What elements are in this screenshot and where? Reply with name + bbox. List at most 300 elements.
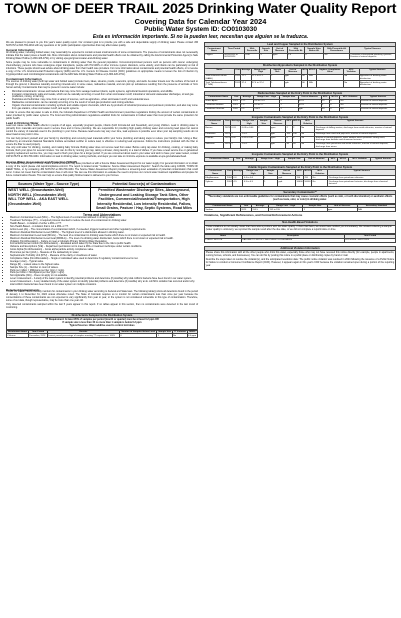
detected-note: Only detected contaminants sampled within the last 5 years appear in this report. If no tables appear in this section, then no contaminants were detected in the last round of monitoring. — [6, 303, 198, 309]
sources-list — [7, 187, 91, 212]
table-row — [205, 81, 396, 87]
source-item: NORTH WELL (Groundwater-Well) — [8, 192, 67, 197]
table-cell: 5 — [321, 103, 329, 107]
table-row — [7, 180, 198, 187]
col-header: Sample Size — [260, 47, 272, 53]
col-header: MCL Violation — [312, 170, 328, 176]
col-header: Typical Sources — [328, 170, 396, 176]
table-cell: Byproduct of drinking water disinfection — [359, 81, 395, 87]
table-cell: Chromium — [205, 132, 224, 136]
col-header: Contaminant Name — [205, 96, 232, 100]
table-cell: No — [343, 81, 359, 87]
table-cell: 4.0 ppm — [188, 334, 197, 337]
table-cell: ppb — [270, 132, 286, 136]
disinfectant-note-box — [6, 317, 198, 329]
voc-table — [204, 169, 396, 187]
report-header — [0, 0, 401, 41]
list-item: • Formal Enforcement Action (No Abbreviation) − Escalated action taken by the State due to the risk to public health. — [10, 243, 198, 246]
list-item: • Maximum Residual Disinfectant Level (MRDL) − The highest level of a disinfectant allowed in drinking water. — [10, 232, 198, 235]
table-cell: 0.08 — [244, 53, 259, 59]
table-cell: FAILURE TO NOTIFY THE PUBLIC/CONSUMERS — [242, 238, 345, 242]
table-row — [205, 157, 396, 161]
table-row — [205, 180, 396, 186]
table-cell: ppb — [278, 176, 296, 180]
table-cell: ppm — [327, 208, 357, 212]
col-header: MCLG — [331, 96, 338, 99]
table-cell: Barium — [205, 126, 224, 132]
table-cell: N/A — [357, 208, 395, 212]
col-header: Unit of Measure — [327, 204, 357, 208]
table-cell: 2 — [231, 132, 241, 136]
table-cell: 1 — [263, 176, 277, 180]
table-cell: 2024 — [226, 180, 233, 186]
table-cell: 2 to 2 — [241, 132, 257, 136]
radionuclides-title: Radionuclides Sampled at the Entry Point to the Distribution System — [204, 91, 396, 95]
col-header: Year — [226, 170, 233, 176]
table-cell: 5.5 — [240, 107, 253, 111]
table-cell: N/A — [308, 74, 316, 80]
table-cell: 2023 — [232, 99, 240, 103]
table-cell: 0.03 — [231, 126, 241, 132]
table-cell: 2023 — [232, 103, 240, 107]
list-item: • Health-Based − A violation of either a MCL or TT. — [10, 223, 198, 226]
list-item: • Level 1 Assessment − A study of the water system to identify potential problems and determine (if possible) why total coliform bacteria have been found in our water system. — [10, 278, 198, 281]
list-item: • Non-Health-Based − A violation that is not a MCL or TT. — [10, 226, 198, 229]
table-cell: 37.4 — [241, 81, 251, 87]
col-header: Time Period — [224, 47, 245, 53]
voc-title: Volatile Organic Contaminants Sampled at the Entry Point to the Distribution System — [204, 165, 396, 169]
list-item: • Inorganic contaminants: salts and metals, which can be naturally-occurring or result from urban stormwater runoff, industrial or domestic wastewater discharges, oil and gas production, mining, or farming. — [12, 94, 198, 100]
col-header: Disinfectant Name — [7, 330, 28, 333]
col-header: Time Period — [28, 330, 47, 334]
list-item: • Organic chemical contaminants: including synthetic and volatile organic chemicals, which are by-products of industrial processes and petroleum production, and also may come from gas stations, urban stormwater runoff, and septic systems. — [12, 105, 198, 111]
table-cell: ppm — [270, 136, 286, 142]
col-header: Unit of Measure — [272, 47, 287, 53]
dbp-title: Disinfection Byproducts Sampled in the Distribution System — [204, 63, 396, 67]
violations-table — [204, 234, 396, 243]
table-cell: 4.5 — [233, 180, 243, 186]
table-cell: 0.42 to 0.42 — [241, 136, 257, 142]
col-header: Average — [241, 68, 251, 74]
table-cell: 100 — [292, 132, 300, 136]
lead-text-3: Use only cold water for drinking, cooking, and making baby formula. Boiling water does not remove lead from water. Before using tap water for drinking, cooking, or making baby formula, flush your pipes for several minutes. You can do this by running your tap, taking a shower, doing laundry or a load of dishes. If you have a lead service line or galvanized requiring replacement service line, you may need to flush your pipes for a longer period. If you are concerned about lead in your water and wish to have your water tested, contact JIM SCHUTZ at 303-769-4464. Information on lead in drinking water, testing methods, and steps you can take to minimize exposure is available at epa.gov/safewater/lead. — [6, 146, 198, 159]
table-cell: 2023 — [224, 132, 230, 135]
table-cell: N/A — [308, 81, 316, 87]
table-cell: 15 — [321, 99, 329, 103]
table-cell: 2020 — [232, 107, 240, 111]
table-cell: 0.6 — [233, 176, 243, 180]
table-cell: Sodium — [205, 208, 241, 212]
table-cell: 100 — [286, 132, 291, 135]
list-item: • Average (x-bar) − Typical value. — [10, 261, 198, 264]
table-cell: 2023 — [224, 126, 231, 132]
list-item: • Nephelometric Turbidity Unit (NTU) − Measure of the clarity or cloudiness of water. — [10, 255, 198, 258]
list-item: • Maximum Residual Disinfectant Level Goal (MRDLG) − The level of a drinking water disinfectant, below which there is no known or expected risk to health. — [10, 238, 198, 241]
col-header: MCL Violation — [300, 120, 314, 126]
col-header: Contaminant Name — [205, 204, 241, 208]
table-cell: Discharge from petroleum factories; discharge from chemical factories — [328, 180, 396, 186]
table-row — [205, 143, 396, 149]
table-cell: No — [300, 126, 314, 132]
col-header: MCL Violation — [340, 96, 361, 100]
col-header: Contaminant Name — [205, 120, 224, 126]
col-header: MCL Violation — [349, 157, 371, 161]
table-cell: pCi/L — [298, 103, 321, 107]
col-header: Year — [234, 68, 241, 74]
table-cell: 07/15/2024 - 06/27/2024 — [344, 238, 395, 242]
col-header: Sample Sites Above AL — [304, 47, 323, 53]
table-cell: 152 to 155 — [269, 208, 303, 212]
list-item: • Maximum Contaminant Level Goal (MCLG) − The level of a contaminant in drinking water below which there is no known or expected risk to health. — [10, 235, 198, 238]
table-cell: No — [340, 107, 361, 111]
col-header: Sample Size — [303, 204, 327, 208]
table-cell: 700 — [303, 176, 311, 180]
col-header: Typical Sources — [350, 47, 396, 53]
table-cell: ppb — [298, 107, 321, 111]
col-header: Range Low – High — [256, 157, 284, 161]
violations-heading: Violations, Significant Deficiencies, and Formal Enforcement Actions — [204, 213, 303, 218]
col-header: Name — [205, 68, 235, 74]
table-cell: 60 — [301, 74, 308, 80]
table-cell: No — [312, 176, 328, 180]
swap-heading: Source Water Assessment and Protection (SWAP) — [6, 159, 78, 164]
report-subtitle: Covering Data for Calendar Year 2024 — [134, 17, 267, 26]
col-header: Unit of Measure — [270, 120, 286, 126]
col-header: Unit of Measure — [284, 68, 301, 74]
table-cell: ppb — [278, 180, 296, 186]
table-cell: No — [343, 74, 359, 80]
detected-heading: Detected Contaminants — [6, 287, 40, 292]
additional-violation-text: Please share this information with all the other people who drink this water, especially those who may not have received this notice directly (for example, people in apartments, nursing homes, schools, and businesses). You can do this by posting this notice in a public place or distributing copies by hand or mail. — [205, 250, 395, 257]
list-item: • Microbial contaminants: viruses and bacteria that may come from sewage treatment plants, septic systems, agricultural livestock operations, and wildlife. — [12, 91, 198, 94]
table-cell: Chlorine — [7, 334, 29, 338]
non-health-violations-title: Non-Health-Based Violations — [204, 220, 396, 224]
col-header: Sample Size — [257, 120, 270, 126]
col-header: Year — [240, 204, 251, 208]
col-header: Time Period — [344, 234, 395, 238]
col-header: Results — [47, 330, 119, 334]
list-item: • Sample Size (n) − Number or count of values. — [10, 267, 198, 270]
table-cell: 5 — [260, 53, 272, 59]
table-cell: No — [300, 136, 314, 142]
additional-violation-box — [204, 250, 396, 270]
table-cell: 1.3 — [287, 53, 304, 59]
potential-col-header: Potential Source(s) of Contamination — [91, 180, 198, 187]
col-header: Unit of Measure — [278, 170, 296, 176]
table-cell: ppm — [272, 53, 287, 59]
table-cell: Gross Alpha — [205, 99, 232, 103]
list-item: • Parts per million = Milligrams per liter (ppm = mg/L). — [10, 270, 198, 273]
regulations-text: In order to ensure that tap water is safe to drink, the Colorado Department of Public Health and Environment prescribes regulations limiting the amount of certain contaminants in water provided by public water systems. The Food and Drug Administration regulations establish limits for contaminants in bottled water that must provide the same protection for public health. — [6, 110, 198, 120]
list-item: • Gross Alpha (No Abbreviation) − Gross alpha particle activity compliance value. — [10, 249, 198, 252]
source-item: WILL TOP WELL - AKA EAST WELL — [8, 197, 69, 202]
col-header: Sample Size — [270, 68, 284, 74]
list-item: • Level 2 Assessment − A very detailed study of the water system to identify potential problems and determine (if possible) why an E. coli MCL violation has occurred and/or why total coliform bacteria have been found in our water system on multiple occasions. — [10, 281, 198, 287]
col-header: Highest Compliance Value — [316, 68, 343, 74]
col-header: Sample Size — [284, 157, 304, 161]
disinfectant-note: TT Requirement: At least 95% of samples per period (month or quarter) must be at least 0.2 ppm OR — [45, 318, 159, 322]
table-cell: Erosion of natural deposits — [360, 107, 395, 111]
col-header: Contaminant Name — [205, 170, 226, 176]
table-cell: December, 2024 — [29, 334, 46, 337]
table-cell: 1 — [270, 81, 284, 87]
table-cell: Total Trihalomethanes (TTHM) — [205, 81, 235, 87]
col-header: Name — [205, 234, 242, 238]
table-cell: 2 — [280, 99, 298, 103]
col-header: MCLG — [292, 120, 300, 126]
list-item: • Parts per billion = Micrograms per liter (ppb = ug/L). — [10, 272, 198, 275]
terms-list — [10, 217, 198, 287]
table-cell: No — [172, 334, 187, 338]
table-cell: 0 — [120, 334, 157, 338]
table-cell: 0.42 — [231, 136, 241, 142]
table-cell: Discharge from petroleum and metal refineries; erosion of natural deposits; discharge from mines — [315, 143, 396, 149]
table-cell: 1 — [157, 334, 172, 338]
table-cell: Total Haloacetic Acids (HAA5) — [205, 74, 235, 80]
table-cell: 2 — [292, 126, 300, 132]
disinfectant-table — [6, 330, 198, 339]
table-cell: PUBLIC NOTICE — [205, 238, 242, 242]
terms-heading: Terms and Abbreviations — [83, 213, 121, 218]
table-cell: Selenium — [205, 143, 224, 149]
table-cell: 1 — [257, 143, 270, 149]
table-cell: 2 — [257, 136, 270, 142]
table-cell: Byproduct of drinking water disinfection — [359, 74, 395, 80]
table-cell: 10000 — [296, 180, 304, 186]
radionuclides-table — [204, 95, 396, 112]
col-header: Year — [224, 120, 231, 126]
table-cell: ppb — [270, 143, 286, 149]
table-cell — [316, 81, 343, 87]
col-header: Contaminant Name — [205, 47, 224, 53]
inorganic-2-table — [204, 157, 396, 162]
table-cell: 0 — [329, 99, 339, 103]
contaminant-bullet-list — [12, 91, 198, 111]
table-cell: Fluoride — [205, 136, 224, 142]
disinfectant-note-3: Typical Sources: Water additive used to control microbes — [69, 323, 135, 327]
col-header: Range Low – High — [251, 68, 270, 74]
col-header: MCL — [329, 157, 338, 161]
table-cell: No — [300, 132, 314, 136]
table-cell: Discharge of drilling wastes; discharge from metal refineries; erosion of natural deposits — [315, 126, 396, 132]
dbp-table — [204, 68, 396, 88]
table-cell: Combined Radium — [205, 103, 232, 107]
col-header: MCL — [322, 96, 328, 99]
col-header: Year — [233, 96, 239, 99]
table-row — [205, 107, 396, 111]
col-header: MCL Violation — [343, 68, 359, 74]
table-cell: 06/18/2024 to 06/18/2024 — [224, 53, 245, 59]
list-item: • Picocuries per liter (pCi/L) − Measure of the radioactivity in water. — [10, 252, 198, 255]
table-cell: pCi/L — [298, 99, 321, 103]
sources-col-header: Sources (Water Type - Source Type) — [7, 180, 91, 187]
table-cell: 2024 — [234, 74, 241, 80]
lead-text-2: You can help protect yourself and your family by identifying and removing lead materials within your home plumbing and taking steps to reduce your family's risk. Using a filter, certified by an American National Standards Institute accredited certifier to reduce lead, is effective in reducing lead exposures. Follow the instructions provided with the filter to ensure the filter is used properly. — [6, 136, 198, 146]
additional-violation-heading: Additional Violation Information — [204, 246, 396, 250]
table-cell: 153.5 — [251, 208, 268, 212]
violations-text: These violations do not usually mean that there was a problem with the water quality. If there had been, we would have notified you immediately. We missed collecting a sample (water quality is unknown), we reported the sample result after the due date, or we did not complete a report/notice on time. — [204, 225, 396, 234]
col-header: Range Low – High — [243, 170, 263, 176]
col-header: Typical Sources — [360, 96, 395, 100]
col-header: MCLG — [308, 68, 316, 74]
list-item: • Violation (No Abbreviation) − Failure to meet a Colorado Primary Drinking Water Regulation. — [10, 241, 198, 244]
system-id: Public Water System ID: CO0103030 — [144, 26, 257, 33]
table-cell: 0 — [329, 103, 339, 107]
lead-text: Lead can cause serious health effects in people of all ages, especially pregnant people, infants (both formula-fed and breastfed), and young children. Lead in drinking water is primarily from materials and parts used in service lines and in home plumbing. We are responsible for providing high quality drinking water and removing lead pipes but cannot control the variety of materials used in the plumbing in your home. Because lead levels may vary over time, lead exposure is possible even when your tap sampling results do not detect lead at one point in time. — [6, 124, 198, 136]
table-cell: 4.5 to 4.5 — [243, 180, 263, 186]
table-cell: ppm — [270, 126, 286, 132]
spanish-notice: Esta es información importante. Si no la pueden leer, necesitan que alguien se la traduzca. — [92, 34, 309, 40]
col-header: MRDL — [189, 330, 196, 333]
list-item: • Variance and Exemptions (V/E) − Department permission not to meet a MCL or treatment technique under certain conditions. — [10, 246, 198, 249]
general-info-text: All drinking water, including bottled water, may reasonably be expected to contain at least small amounts of some contaminants. The presence of contaminants does not necessarily indicate that the water poses a health risk. More information about contaminants and potential health effects can be obtained by calling the Environmental Protection Agency's Safe Drinking Water Hotline (1-800-426-4791) or by visiting epa.gov/ground-water-and-drinking-water. — [6, 51, 198, 61]
col-header: 90th Percentile AL Exceedance — [324, 47, 350, 53]
table-cell: ppb — [284, 74, 301, 80]
col-header: Unit of Measure — [298, 96, 321, 100]
table-cell: 30 — [321, 107, 329, 111]
col-header: 90th Percentile AL — [288, 47, 303, 53]
table-row — [7, 187, 198, 212]
table-cell: Discharge from petroleum refineries — [328, 176, 396, 180]
col-header: MCLG — [303, 170, 311, 176]
col-header: Average — [231, 120, 241, 126]
table-cell: 2024 — [226, 176, 232, 179]
table-cell: Discharge from steel and pulp mills; erosion of natural deposits — [315, 132, 396, 136]
sources-table — [6, 180, 198, 212]
additional-violation-text-2: Describe the steps taken to resolve the violation(s), and the anticipated resolution date: The public notice violation was resolved in 2024 following the issuance of a Public Notice for failure to conduct a Consumer Confidence Report (CCR). However, it appears again in this year's CCR because the violation remained open during a portion of the reporting year. — [205, 257, 395, 267]
table-cell: No — [340, 99, 361, 103]
general-info-heading: General Information — [6, 48, 35, 53]
table-cell: 1 — [270, 74, 284, 80]
table-cell: 50 — [286, 143, 293, 149]
table-row — [7, 334, 198, 338]
col-header: Unit of Measure — [304, 157, 329, 161]
list-item: • Range (R) − Lowest value to the highest value. — [10, 264, 198, 267]
table-cell: 2023 — [240, 208, 251, 212]
col-header: Average — [233, 170, 243, 176]
table-cell: 0.03 to 0.04 — [241, 126, 257, 132]
table-cell: 2023 — [224, 143, 231, 149]
inorganic-table — [204, 119, 396, 149]
table-cell: 2 — [257, 132, 270, 136]
table-cell: 10000 — [303, 180, 311, 186]
col-header: MCLG — [337, 157, 348, 161]
table-cell: 0.9 to 1.7 — [253, 103, 279, 107]
table-cell: Erosion of natural deposits — [360, 103, 395, 107]
swap-text: The Colorado Department of Public Health and Environment may have provided us with a Source Water Assessment Report for our water supply. For general information or to obtain a copy of the report please visit wqcdcompliance.com/ccr. The report is located under "Guidance: Source Water Assessment Reports". Search the table using 103030, TOWN OF DEER TRAIL, or by contacting JIM SCHUTZ at 303-769-4464. The Source Water Assessment Report provides a screening-level evaluation of potential contamination that could occur. It does not mean that the contamination has or will occur. We can use this information to evaluate the need to improve our current water treatment capabilities and prepare for future contamination threats. This can help us ensure that quality finished water is delivered to your homes. — [6, 162, 198, 178]
secondary-note: **Secondary standards are non-enforceable guidelines for contaminants that may cause cosmetic effects (such as skin, or tooth discoloration) or aesthetic effects (such as taste, odor, or color) in drinking water. — [204, 194, 396, 203]
table-cell: 2 — [280, 107, 298, 111]
col-header: MCL — [296, 170, 304, 176]
col-header: Average — [251, 204, 268, 208]
lead-copper-title: Lead and Copper Sampled in the Distribution System — [204, 42, 396, 46]
col-header: Secondary Standard — [357, 204, 395, 208]
table-row — [205, 53, 396, 59]
potential-sources: Permitted Wastewater Discharge Sites, Aboveground, Underground and Leaking Storage Tank Sites, Other Facilities, Commercial/Industrial/Transportation, High Intensity Residential, Low Intensity Residential, Fallow, Small Grains, Pasture / Hay, Septic Systems, Road Miles — [91, 187, 198, 212]
table-cell: 4 — [292, 136, 300, 142]
col-header: Range Low – High — [269, 204, 303, 208]
col-header: Average — [240, 96, 253, 100]
list-item: • Maximum Contaminant Level (MCL) − The highest level of a contaminant allowed in drinking water. — [10, 217, 198, 220]
list-item: • Not Applicable (N/A) − Does not apply or not available. — [10, 275, 198, 278]
table-cell: 80 — [301, 81, 308, 87]
table-cell: 1.3 — [240, 103, 253, 107]
immuno-text: Some people may be more vulnerable to contaminants in drinking water than the general population. Immunocompromised persons such as persons with cancer undergoing chemotherapy, persons who have undergone organ transplants, people with HIV-AIDS or other immune system disorders, some elderly, and infants can be particularly at risk of infections. These people should seek advice about drinking water from their health care providers. For more information about contaminants and potential health effects, or to receive a copy of the U.S. Environmental Protection Agency (EPA) and the U.S. Centers for Disease Control (CDC) guidelines on appropriate means to lessen the risk of infection by Cryptosporidium and microbiological contaminants call the EPA Safe Drinking Water Hotline at (1-800-426-4791). — [6, 60, 198, 76]
list-item: • Radioactive contaminants: can be naturally occurring or be the result of oil and gas production and mining activities. — [12, 102, 198, 105]
table-cell: 1 — [263, 180, 277, 186]
table-cell: No — [312, 180, 328, 186]
list-item: • Compliance Value (No Abbreviation) − Single or calculated value used to determine if regulatory contaminant level is met. — [10, 258, 198, 261]
table-cell: Corrosion of household plumbing systems; Erosion of natural deposits — [350, 53, 396, 59]
table-cell: 37.4 to 37.4 — [251, 81, 270, 87]
col-header: 90th Percentile — [244, 47, 259, 53]
lead-heading: Lead in Drinking Water — [6, 121, 39, 126]
col-header: MCL — [301, 68, 308, 74]
detected-text: TOWN OF DEER TRAIL routinely monitors for contaminants in your drinking water according to Federal and State laws. The following table(s) show all detections found in the period of January 1 to December 31, 2024 unless otherwise noted. The State of Colorado requires us to monitor for certain contaminants less than once per year because the concentrations of these contaminants are not expected to vary significantly from year to year, or the system is not considered vulnerable to this type of contamination. Therefore, some of our data, though representative, may be more than one year old. — [6, 290, 198, 303]
right-column — [204, 42, 396, 270]
table-cell: 5 to 6 — [253, 107, 279, 111]
col-header: Range Low – High — [242, 120, 256, 125]
list-item: • Treatment Technique (TT) − A required process intended to reduce the level of a contaminant in drinking water. — [10, 220, 198, 223]
intro-paragraph: We are pleased to present to you this year's water quality report. Our constant goal is to provide you with a safe and dependable supply of drinking water. Please contact JIM SCHUTZ at 303-769-4464 with any questions or for public participation opportunities that may affect water quality. — [6, 41, 198, 47]
table-cell: 2 — [280, 103, 298, 107]
col-header: Contaminant Name — [205, 157, 234, 161]
col-header: Description — [242, 234, 345, 238]
table-cell: Combined Uranium — [205, 107, 232, 111]
table-cell: 2023 — [224, 136, 231, 142]
table-cell: 2 — [231, 143, 241, 149]
source-item: (Groundwater-Well) — [8, 201, 42, 206]
report-title: TOWN OF DEER TRAIL 2025 Drinking Water Quality Report — [4, 1, 397, 17]
col-header: Average — [242, 157, 256, 161]
col-header: MCL — [286, 120, 293, 126]
col-header: Range Low – High — [253, 96, 279, 100]
table-cell: 2 — [303, 208, 327, 212]
table-cell: 2 — [286, 126, 293, 132]
secondary-title: Secondary Contaminants** — [204, 190, 396, 194]
table-cell: No — [340, 103, 361, 107]
table-cell: Copper — [205, 53, 224, 59]
contaminant-info-text: The sources of drinking water (both tap water and bottled water) include rivers, lakes, streams, ponds, reservoirs, springs, and wells. As water travels over the surface of the land or through the ground, it dissolves naturally occurring minerals and, in some cases, radioactive material, and can pick up substances resulting from the presence of animals or from human activity. Contaminants that may be present in source water include: — [6, 79, 198, 89]
table-cell: 700 — [296, 176, 304, 180]
source-item: WEST WELL (Groundwater-Well) — [8, 188, 64, 193]
table-cell: 11.1 — [241, 74, 251, 80]
lead-copper-table — [204, 46, 396, 60]
col-header: Sample Size — [263, 170, 277, 176]
disinfectant-table-title: Disinfectants Sampled in the Distribution System — [6, 313, 198, 317]
table-cell: 50 — [292, 143, 300, 149]
inorganic-2-title: Inorganic Contaminants Sampled at the Entry Point to the Distribution System — [204, 152, 396, 156]
table-cell: 4 — [286, 136, 293, 142]
left-column — [6, 42, 198, 338]
table-cell: 2 — [257, 126, 270, 132]
col-header: Typical Sources — [371, 157, 396, 161]
table-cell: Xylenes — [205, 180, 226, 186]
inorganic-title: Inorganic Contaminants Sampled at the Entry Point to the Distribution System — [204, 115, 396, 119]
table-cell: Erosion of natural deposits — [360, 99, 395, 103]
table-cell: 11.1 to 11.1 — [251, 74, 270, 80]
table-cell: 1.71 — [240, 99, 253, 103]
col-header: Number of Samples Below Level — [121, 330, 156, 333]
table-cell: Lowest period percentage of samples meeting TT requirement: 100% — [47, 334, 119, 338]
table-cell: 2024 — [234, 81, 241, 87]
table-cell: 0 — [304, 53, 323, 59]
table-cell: ppb — [284, 81, 301, 87]
table-cell: 0.6 to 0.6 — [243, 176, 263, 180]
table-cell: Ethylbenzene — [205, 176, 226, 180]
table-cell: 0.8 to 2.61 — [253, 99, 279, 103]
disinfectant-note-2: If sample size is less than 40 no more than 1 sample is below 0.2 ppm — [62, 320, 142, 324]
